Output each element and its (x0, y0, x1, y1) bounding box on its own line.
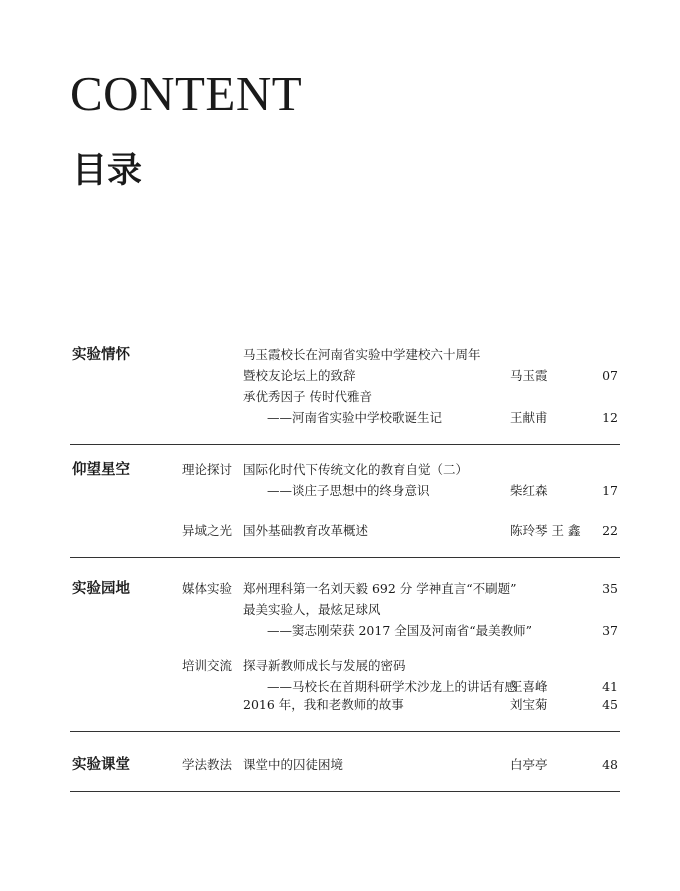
entry-title-line: 2016 年，我和老教师的故事 (243, 697, 404, 712)
section-divider (70, 791, 620, 792)
entry-page-number: 12 (602, 410, 618, 425)
entry-title-line: 马玉霞校长在河南省实验中学建校六十周年 (243, 347, 481, 362)
column-title: 培训交流 (182, 658, 233, 673)
column-title: 学法教法 (182, 757, 233, 772)
section-title: 实验园地 (72, 580, 130, 597)
entry-page-number: 22 (602, 523, 618, 538)
entry-subtitle-line: ——马校长在首期科研学术沙龙上的讲话有感 (267, 679, 518, 694)
entry-author: 王喜峰 (510, 679, 548, 694)
entry-author: 王献甫 (510, 410, 548, 425)
entry-subtitle-line: ——窦志刚荣获 2017 全国及河南省“最美教师” (267, 623, 533, 638)
section-divider (70, 444, 620, 445)
section-title: 仰望星空 (72, 461, 130, 478)
entry-title-line: 郑州理科第一名刘天毅 692 分 学神直言“不刷题” (243, 581, 517, 596)
section-title: 实验课堂 (72, 756, 130, 773)
entry-title-line: 承优秀因子 传时代雅音 (243, 389, 372, 404)
entry-page-number: 41 (602, 679, 618, 694)
entry-page-number: 37 (602, 623, 618, 638)
entry-page-number: 35 (602, 581, 618, 596)
column-title: 异域之光 (182, 523, 233, 538)
entry-page-number: 45 (602, 697, 618, 712)
column-title: 理论探讨 (182, 462, 233, 477)
entry-subtitle-line: ——河南省实验中学校歌诞生记 (267, 410, 443, 425)
entry-title-line: 国外基础教育改革概述 (243, 523, 369, 538)
entry-title-line: 课堂中的囚徒困境 (243, 757, 344, 772)
entry-title-line: 最美实验人，最炫足球风 (243, 602, 381, 617)
entry-author: 马玉霞 (510, 368, 548, 383)
entry-page-number: 48 (602, 757, 618, 772)
section-title: 实验情怀 (72, 346, 130, 363)
section-divider (70, 557, 620, 558)
entry-subtitle-line: ——谈庄子思想中的终身意识 (267, 483, 430, 498)
entry-author: 刘宝菊 (510, 697, 548, 712)
entry-page-number: 07 (602, 368, 618, 383)
entry-page-number: 17 (602, 483, 618, 498)
entry-title-line: 国际化时代下传统文化的教育自觉（二） (243, 462, 469, 477)
entry-author: 白亭亭 (510, 757, 548, 772)
entry-title-line: 暨校友论坛上的致辞 (243, 368, 356, 383)
column-title: 媒体实验 (182, 581, 233, 596)
section-divider (70, 731, 620, 732)
entry-title-line: 探寻新教师成长与发展的密码 (243, 658, 406, 673)
entry-author: 柴红森 (510, 483, 548, 498)
page-title-en: CONTENT (70, 66, 303, 121)
entry-author: 陈玲琴 王 鑫 (510, 523, 581, 538)
page-title-cn: 目录 (72, 151, 143, 191)
